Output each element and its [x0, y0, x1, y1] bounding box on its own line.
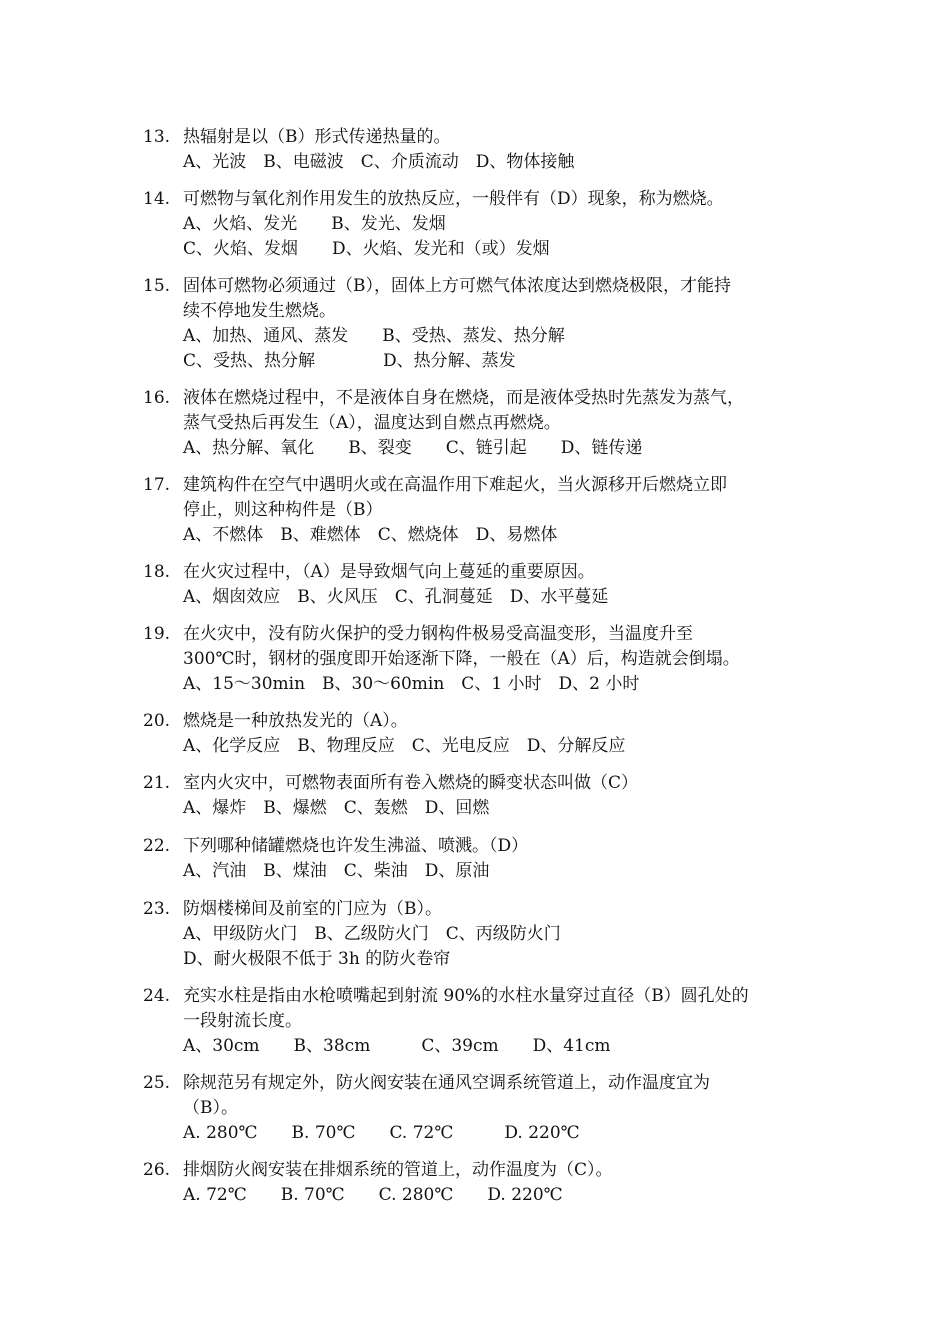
- answer-options: A. 72℃ B. 70℃ C. 280℃ D. 220℃: [183, 1185, 563, 1205]
- question-15: [143, 274, 823, 374]
- question-26: [143, 1158, 823, 1208]
- question-number: 22.: [143, 836, 171, 856]
- question-17: [143, 473, 823, 548]
- question-21: [143, 771, 823, 821]
- answer-options: A、爆炸 B、爆燃 C、轰燃 D、回燃: [183, 798, 490, 818]
- answer-options: A. 280℃ B. 70℃ C. 72℃ D. 220℃: [183, 1123, 580, 1143]
- question-22: [143, 834, 823, 884]
- question-number: 15.: [143, 276, 171, 296]
- question-text: 在火灾中，没有防火保护的受力钢构件极易受高温变形，当温度升至: [183, 624, 693, 644]
- question-text: 液体在燃烧过程中，不是液体自身在燃烧，而是液体受热时先蒸发为蒸气，: [183, 388, 744, 408]
- question-number: 13.: [143, 127, 171, 147]
- answer-options: A、30cm B、38cm C、39cm D、41cm: [183, 1036, 611, 1056]
- question-text: 可燃物与氧化剂作用发生的放热反应，一般伴有（D）现象，称为燃烧。: [183, 189, 724, 209]
- question-19: [143, 622, 823, 697]
- question-23: [143, 897, 823, 972]
- question-24: [143, 984, 823, 1059]
- answer-options: A、光波 B、电磁波 C、介质流动 D、物体接触: [183, 152, 575, 172]
- answer-options: D、耐火极限不低于 3h 的防火卷帘: [183, 949, 451, 969]
- answer-options: C、火焰、发烟 D、火焰、发光和（或）发烟: [183, 239, 550, 259]
- question-text: 燃烧是一种放热发光的（A）。: [183, 711, 408, 731]
- question-14: [143, 187, 823, 262]
- question-25: [143, 1071, 823, 1146]
- answer-options: A、化学反应 B、物理反应 C、光电反应 D、分解反应: [183, 736, 626, 756]
- answer-options: A、甲级防火门 B、乙级防火门 C、丙级防火门: [183, 924, 561, 944]
- question-text: 300℃时，钢材的强度即开始逐渐下降，一般在（A）后，构造就会倒塌。: [183, 649, 740, 669]
- question-number: 26.: [143, 1160, 171, 1180]
- question-number: 20.: [143, 711, 171, 731]
- question-number: 23.: [143, 899, 171, 919]
- question-number: 16.: [143, 388, 171, 408]
- answer-options: A、加热、通风、蒸发 B、受热、蒸发、热分解: [183, 326, 565, 346]
- question-number: 14.: [143, 189, 171, 209]
- question-number: 18.: [143, 562, 171, 582]
- question-text: 蒸气受热后再发生（A），温度达到自燃点再燃烧。: [183, 413, 561, 433]
- question-18: [143, 560, 823, 610]
- question-number: 25.: [143, 1073, 171, 1093]
- question-number: 21.: [143, 773, 171, 793]
- question-16: [143, 386, 823, 461]
- question-text: 防烟楼梯间及前室的门应为（B）。: [183, 899, 442, 919]
- question-text: 建筑构件在空气中遇明火或在高温作用下难起火，当火源移开后燃烧立即: [183, 475, 727, 495]
- question-text: 在火灾过程中，（A）是导致烟气向上蔓延的重要原因。: [183, 562, 595, 582]
- question-text: 一段射流长度。: [183, 1011, 302, 1031]
- question-text: 停止，则这种构件是（B）: [183, 500, 383, 520]
- answer-options: A、烟囱效应 B、火风压 C、孔洞蔓延 D、水平蔓延: [183, 587, 609, 607]
- question-number: 17.: [143, 475, 171, 495]
- question-number: 19.: [143, 624, 171, 644]
- question-text: 除规范另有规定外，防火阀安装在通风空调系统管道上，动作温度宜为: [183, 1073, 710, 1093]
- question-text: 下列哪种储罐燃烧也许发生沸溢、喷溅。（D）: [183, 836, 529, 856]
- question-text: 固体可燃物必须通过（B），固体上方可燃气体浓度达到燃烧极限，才能持: [183, 276, 731, 296]
- answer-options: A、不燃体 B、难燃体 C、燃烧体 D、易燃体: [183, 525, 558, 545]
- answer-options: A、15～30min B、30～60min C、1 小时 D、2 小时: [183, 674, 640, 694]
- answer-options: A、火焰、发光 B、发光、发烟: [183, 214, 446, 234]
- question-text: 充实水柱是指由水枪喷嘴起到射流 90%的水柱水量穿过直径（B）圆孔处的: [183, 986, 749, 1006]
- question-text: 排烟防火阀安装在排烟系统的管道上，动作温度为（C）。: [183, 1160, 613, 1180]
- question-number: 24.: [143, 986, 171, 1006]
- question-13: [143, 125, 823, 175]
- question-20: [143, 709, 823, 759]
- question-text: （B）。: [183, 1098, 238, 1118]
- answer-options: A、热分解、氧化 B、裂变 C、链引起 D、链传递: [183, 438, 643, 458]
- question-text: 续不停地发生燃烧。: [183, 301, 336, 321]
- answer-options: A、汽油 B、煤油 C、柴油 D、原油: [183, 861, 490, 881]
- question-text: 热辐射是以（B）形式传递热量的。: [183, 127, 451, 147]
- answer-options: C、受热、热分解 D、热分解、蒸发: [183, 351, 516, 371]
- question-text: 室内火灾中，可燃物表面所有卷入燃烧的瞬变状态叫做（C）: [183, 773, 639, 793]
